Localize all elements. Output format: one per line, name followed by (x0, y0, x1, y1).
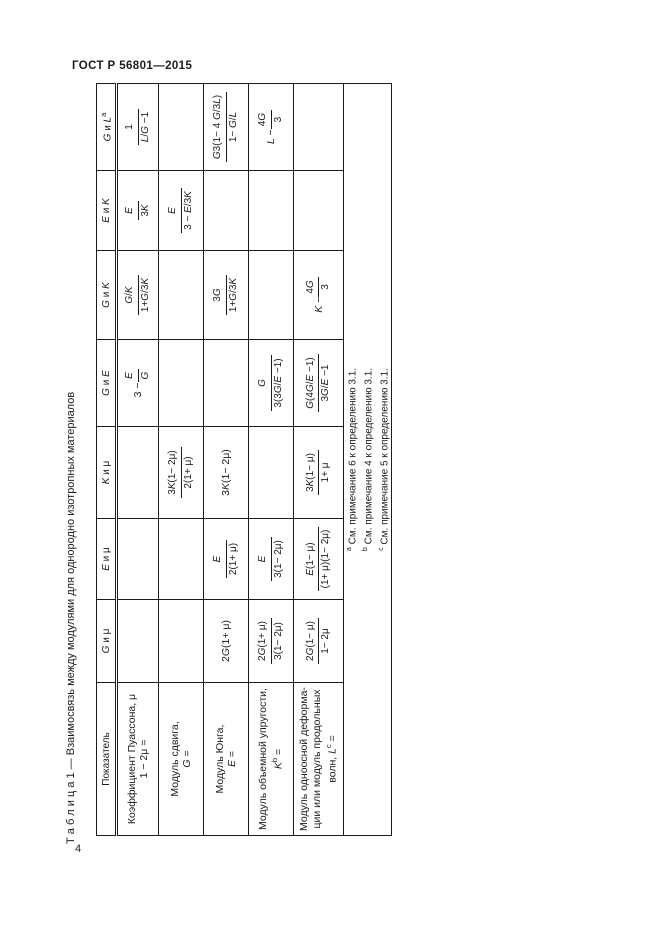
formula (257, 355, 284, 410)
formula-cell-bulk-g_mu (249, 600, 294, 683)
formula-cell-poisson-g_k (117, 251, 159, 340)
fraction-denominator: 3(3G/E −1) (272, 358, 284, 408)
footnote-marker: c (377, 547, 385, 551)
row-label-line: ции или модуль продольных (310, 689, 323, 829)
formula-cell-young-g_k (204, 251, 249, 340)
table-head (97, 84, 117, 836)
fraction (124, 201, 152, 219)
row-label-line: $K^b$ = (270, 748, 285, 770)
formula (304, 277, 331, 313)
row-label-cell-shear (159, 683, 204, 836)
column-header-e_mu: E и μ (97, 519, 117, 600)
fraction-denominator: 1+ μ (320, 462, 331, 483)
table-foot (344, 84, 392, 836)
formula-cell-bulk-e_mu (249, 519, 294, 600)
footnote-marker: b (361, 547, 369, 552)
row-label-line: Модуль одноосной деформа- (298, 687, 310, 831)
formula-run: 3 − (132, 382, 144, 398)
formula (304, 618, 331, 664)
table-row-young (204, 84, 249, 836)
empty-cell-bulk-e_k (249, 171, 294, 251)
fraction-numerator: 1 (124, 109, 139, 145)
fraction-numerator: 3G (212, 275, 227, 315)
formula-cell-young-k_mu (204, 427, 249, 519)
formula (220, 620, 232, 662)
row-label-line: волн, $L^c$ = (324, 735, 339, 783)
row-label-line: Модуль Юнга, (213, 724, 226, 794)
fraction-denominator: 3(1− 2μ) (272, 622, 284, 660)
formula (167, 188, 194, 233)
formula-cell-young-g_l (204, 84, 249, 171)
fraction-denominator: 1− G/L (227, 111, 239, 143)
fraction-numerator: 3K(1− 2μ) (167, 447, 182, 497)
formula (304, 527, 331, 592)
footnote-text: См. примечание 5 к определению 3.1. (378, 368, 390, 548)
column-header-g_e: G и E (97, 340, 117, 427)
formula-run: 3K(1− 2μ) (220, 449, 233, 496)
fraction-numerator: E (257, 537, 272, 581)
fraction-numerator: 4G (305, 277, 320, 296)
fraction (305, 354, 333, 411)
formula-run: 2G(1+ μ) (220, 620, 233, 662)
fraction-denominator: 3 − E/3K (182, 191, 194, 230)
fraction-denominator: 3G/E −1 (320, 364, 331, 402)
formula (124, 369, 151, 398)
fraction-denominator: 1+G/3K (227, 277, 239, 313)
empty-cell-bulk-k_mu (249, 427, 294, 519)
empty-cell-uniaxial-g_l (294, 84, 344, 171)
fraction (257, 110, 285, 129)
table-title: Т а б л и ц а 1 — Взаимосвязь между модулями для однородно изотропных материалов (65, 391, 77, 844)
formula (257, 618, 284, 664)
fraction-numerator: E (167, 188, 182, 233)
fraction-denominator: 1− 2μ (320, 628, 331, 654)
empty-cell-poisson-k_mu (117, 427, 159, 519)
rotated-table-block (64, 94, 394, 846)
footnote-text: См. примечание 6 к определению 3.1. (347, 367, 359, 548)
row-label-cell-uniaxial (294, 683, 344, 836)
table-row-poisson (117, 84, 159, 836)
table-footnotes-row (344, 84, 392, 836)
fraction-numerator: G(4G/E −1) (305, 354, 320, 411)
fraction (212, 275, 240, 315)
table-body (117, 84, 344, 836)
formula (124, 109, 151, 145)
formula-cell-uniaxial-g_e (294, 340, 344, 427)
fraction-denominator: (1+ μ)(1− 2μ) (320, 529, 331, 589)
row-label-cell-poisson (117, 683, 159, 836)
row-label-line: Модуль сдвига, (168, 721, 181, 797)
formula-cell-shear-k_mu (159, 427, 204, 519)
fraction (257, 618, 285, 664)
fraction-denominator: 3(1− 2μ) (272, 540, 284, 578)
row-label-line: G = (181, 750, 193, 768)
fraction-denominator: 1+G/3K (139, 277, 151, 313)
empty-cell-shear-g_mu (159, 600, 204, 683)
formula (124, 275, 151, 315)
formula-cell-uniaxial-e_mu (294, 519, 344, 600)
table-row-bulk (249, 84, 294, 836)
empty-cell-shear-e_mu (159, 519, 204, 600)
footnote-line (376, 84, 392, 835)
fraction (257, 537, 285, 581)
row-label-line: Коэффициент Пуассона, μ (125, 693, 138, 825)
moduli-table (96, 83, 392, 836)
table-row-shear (159, 84, 204, 836)
formula-cell-bulk-g_e (249, 340, 294, 427)
fraction (212, 92, 240, 162)
row-label-cell-bulk (249, 683, 294, 836)
fraction (124, 109, 152, 145)
fraction-numerator: E (124, 201, 139, 219)
formula (304, 450, 331, 495)
fraction-numerator: G3(1− 4 G/3L) (212, 92, 227, 162)
fraction-numerator: 3K(1− μ) (305, 450, 320, 495)
column-header-e_k: E и K (97, 171, 117, 251)
fraction (167, 447, 195, 497)
formula-cell-poisson-g_e (117, 340, 159, 427)
row-label-line: Модуль объемной упругости, (256, 688, 269, 830)
formula-cell-poisson-e_k (117, 171, 159, 251)
column-header-g_mu: G и μ (97, 600, 117, 683)
formula-cell-shear-e_k (159, 171, 204, 251)
fraction-numerator: G/K (124, 275, 139, 315)
fraction-denominator: L/G −1 (139, 111, 151, 143)
fraction (305, 527, 333, 592)
fraction (167, 188, 195, 233)
formula (257, 110, 284, 145)
column-header-g_k: G и K (97, 251, 117, 340)
footnote-line (360, 84, 376, 835)
formula (167, 447, 194, 497)
empty-cell-young-g_e (204, 340, 249, 427)
formula (124, 201, 151, 219)
footnote-text: См. примечание 4 к определению 3.1. (363, 367, 375, 548)
page-number: 4 (75, 843, 82, 855)
fraction-denominator: 3 (272, 116, 284, 123)
footnotes-cell (344, 84, 392, 836)
empty-cell-poisson-e_mu (117, 519, 159, 600)
empty-cell-uniaxial-e_k (294, 171, 344, 251)
formula-cell-poisson-g_l (117, 84, 159, 171)
empty-cell-bulk-g_k (249, 251, 294, 340)
formula-run: K − (312, 296, 325, 313)
fraction-denominator: 2(1+ μ) (182, 456, 194, 489)
document-header: ГОСТ Р 56801—2015 (72, 60, 193, 72)
empty-cell-shear-g_k (159, 251, 204, 340)
fraction-numerator: E (212, 540, 227, 578)
fraction (257, 355, 285, 410)
fraction (212, 540, 240, 578)
fraction-numerator: 2G(1− μ) (305, 618, 320, 664)
formula (257, 537, 284, 581)
formula-cell-uniaxial-g_k (294, 251, 344, 340)
formula-cell-bulk-g_l (249, 84, 294, 171)
column-header-k_mu: K и μ (97, 427, 117, 519)
fraction-numerator: 4G (257, 110, 272, 129)
formula-cell-uniaxial-g_mu (294, 600, 344, 683)
formula (212, 92, 239, 162)
fraction-denominator: 3K (139, 204, 151, 217)
formula-cell-young-g_mu (204, 600, 249, 683)
column-header-indicator: Показатель (97, 683, 117, 836)
formula (212, 275, 239, 315)
table-row-uniaxial (294, 84, 344, 836)
column-header-g_l: G и $L^a$ (97, 84, 117, 171)
fraction-denominator: G (139, 371, 151, 380)
empty-cell-poisson-g_mu (117, 600, 159, 683)
formula (220, 449, 232, 496)
fraction (124, 369, 152, 383)
fraction (124, 275, 152, 315)
footnote-marker: a (346, 547, 353, 552)
row-label-cell-young (204, 683, 249, 836)
empty-cell-young-e_k (204, 171, 249, 251)
empty-cell-shear-g_l (159, 84, 204, 171)
formula (304, 354, 331, 411)
fraction-numerator: G (257, 355, 272, 410)
fraction-numerator: 2G(1+ μ) (257, 618, 272, 664)
fraction-denominator: 3 (320, 284, 331, 290)
fraction-numerator: E (124, 369, 139, 383)
empty-cell-shear-g_e (159, 340, 204, 427)
fraction-denominator: 2(1+ μ) (227, 542, 239, 576)
row-label-line: E = (226, 750, 238, 768)
fraction (305, 277, 333, 296)
formula-cell-uniaxial-k_mu (294, 427, 344, 519)
fraction-numerator: E(1− μ) (305, 527, 320, 592)
footnote-line (344, 84, 360, 835)
fraction (305, 618, 333, 664)
formula-cell-young-e_mu (204, 519, 249, 600)
formula (212, 540, 239, 578)
table-header-row (97, 84, 117, 836)
row-label-line: 1 − 2μ = (138, 739, 150, 779)
formula-run: L − (265, 129, 277, 145)
fraction (305, 450, 333, 495)
